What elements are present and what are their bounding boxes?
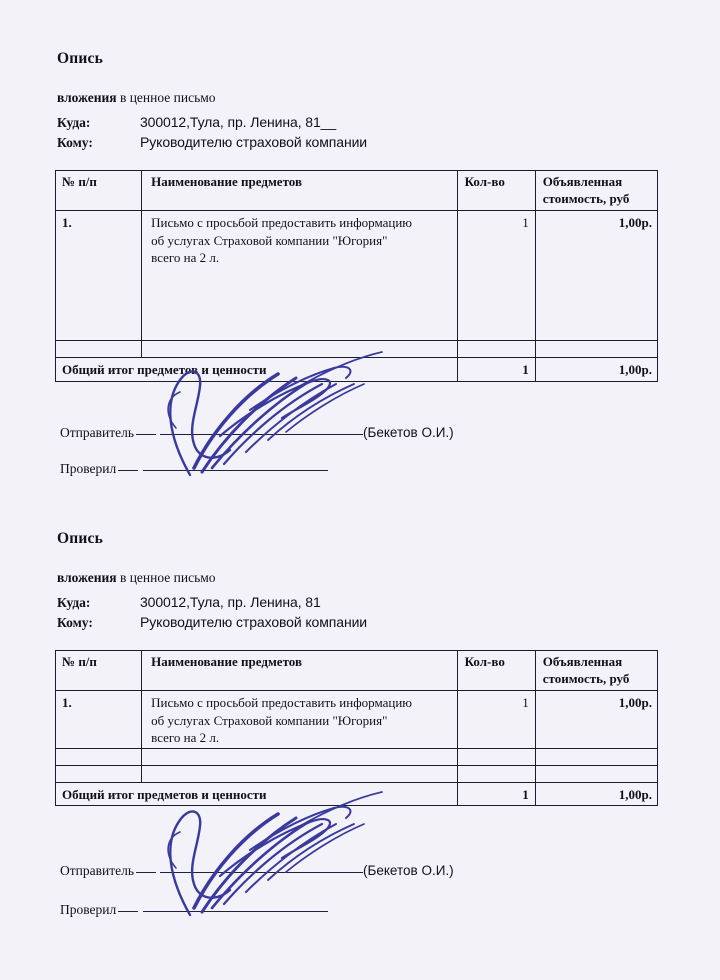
address-recipient-row — [57, 134, 367, 151]
cell-number — [56, 341, 142, 358]
checker-rule — [143, 910, 328, 912]
description-line: об услугах Страховой компании "Югория" — [151, 712, 388, 728]
checker-label: Проверил — [60, 902, 117, 917]
table-row — [56, 691, 658, 749]
cell-total-price: 1,00р. — [535, 783, 657, 806]
checker-signature-line — [60, 902, 328, 918]
address-destination-row — [57, 114, 336, 131]
table-row-empty — [56, 766, 658, 783]
cell-number — [56, 766, 142, 783]
sender-signature-line — [60, 425, 454, 441]
sender-rule — [160, 871, 363, 873]
sender-rule-short — [136, 871, 156, 873]
inventory-table — [55, 650, 658, 806]
inventory-table — [55, 170, 658, 382]
cell-description — [142, 766, 458, 783]
table-header-row — [56, 171, 658, 211]
cell-price: 1,00р. — [535, 691, 657, 749]
table-row-empty — [56, 341, 658, 358]
sender-label: Отправитель — [60, 863, 134, 878]
form-subtitle-rest: в ценное письмо — [116, 570, 216, 585]
cell-description — [142, 691, 458, 749]
column-header-price — [535, 171, 657, 211]
sender-name: (Бекетов О.И.) — [363, 863, 454, 878]
table-row — [56, 211, 658, 341]
cell-total-price: 1,00р. — [535, 358, 657, 381]
column-header-number: № п/п — [56, 171, 142, 211]
description-line: об услугах Страховой компании "Югория" — [151, 232, 388, 248]
cell-description — [142, 749, 458, 766]
cell-total-quantity: 1 — [457, 783, 535, 806]
column-header-name: Наименование предметов — [142, 171, 458, 211]
cell-price: 1,00р. — [535, 211, 657, 341]
page-title: Опись — [57, 530, 103, 547]
cell-quantity: 1 — [457, 691, 535, 749]
cell-quantity — [457, 766, 535, 783]
column-header-price-line2: стоимость, руб — [542, 190, 630, 206]
address-recipient-row — [57, 614, 367, 631]
table-total-row — [56, 783, 658, 806]
cell-quantity: 1 — [457, 211, 535, 341]
cell-price — [535, 341, 657, 358]
checker-signature-line — [60, 461, 328, 477]
column-header-price — [535, 651, 657, 691]
column-header-price-line1: Объявленная — [542, 174, 623, 189]
checker-label: Проверил — [60, 461, 117, 476]
address-destination-label: Куда: — [57, 595, 91, 610]
checker-rule-short — [118, 910, 138, 912]
description-line: Письмо с просьбой предоставить информацию — [151, 695, 412, 711]
cell-number: 1. — [56, 691, 142, 749]
sender-signature-line — [60, 863, 454, 879]
cell-total-label: Общий итог предметов и ценности — [56, 783, 458, 806]
cell-total-quantity: 1 — [457, 358, 535, 381]
cell-quantity — [457, 341, 535, 358]
checker-rule — [143, 469, 328, 471]
address-recipient-label: Кому: — [57, 135, 93, 150]
address-destination-value: 300012,Тула, пр. Ленина, 81__ — [140, 114, 337, 130]
table-header-row — [56, 651, 658, 691]
cell-total-label: Общий итог предметов и ценности — [56, 358, 458, 381]
description-line: всего на 2 л. — [151, 249, 220, 265]
cell-number: 1. — [56, 211, 142, 341]
cell-price — [535, 766, 657, 783]
address-recipient-value: Руководителю страховой компании — [140, 614, 368, 630]
description-line: Письмо с просьбой предоставить информацию — [151, 215, 412, 231]
cell-quantity — [457, 749, 535, 766]
column-header-number: № п/п — [56, 651, 142, 691]
address-recipient-value: Руководителю страховой компании — [140, 134, 368, 150]
address-destination-label: Куда: — [57, 115, 91, 130]
form-subtitle-rest: в ценное письмо — [116, 90, 216, 105]
description-line: всего на 2 л. — [151, 729, 220, 745]
form-subtitle — [57, 90, 216, 106]
column-header-price-line1: Объявленная — [542, 654, 623, 669]
sender-rule — [160, 433, 363, 435]
column-header-quantity: Кол-во — [457, 651, 535, 691]
column-header-name: Наименование предметов — [142, 651, 458, 691]
cell-description — [142, 211, 458, 341]
table-total-row — [56, 358, 658, 381]
page-title: Опись — [57, 50, 103, 67]
sender-name: (Бекетов О.И.) — [363, 425, 454, 440]
cell-description — [142, 341, 458, 358]
column-header-price-line2: стоимость, руб — [542, 670, 630, 686]
address-destination-row — [57, 594, 321, 611]
form-subtitle-bold: вложения — [57, 570, 117, 585]
column-header-quantity: Кол-во — [457, 171, 535, 211]
checker-rule-short — [118, 469, 138, 471]
sender-label: Отправитель — [60, 425, 134, 440]
table-row-empty — [56, 749, 658, 766]
sender-rule-short — [136, 433, 156, 435]
form-subtitle — [57, 570, 216, 586]
cell-number — [56, 749, 142, 766]
form-subtitle-bold: вложения — [57, 90, 117, 105]
address-recipient-label: Кому: — [57, 615, 93, 630]
cell-price — [535, 749, 657, 766]
address-destination-value: 300012,Тула, пр. Ленина, 81 — [140, 594, 321, 610]
